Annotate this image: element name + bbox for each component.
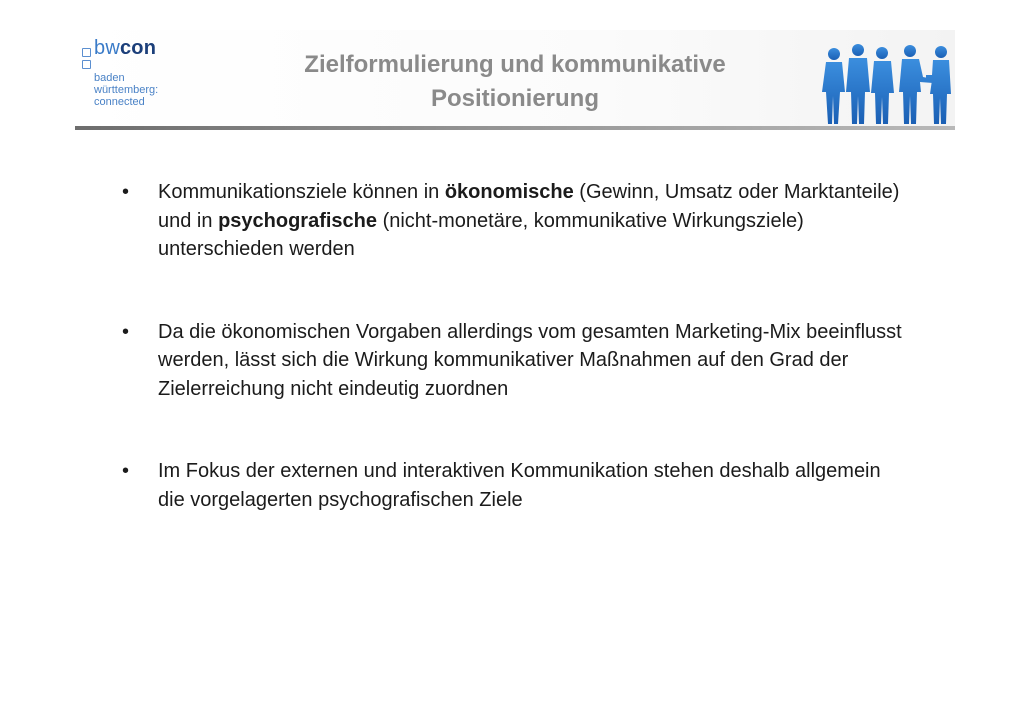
bullet-list (122, 178, 902, 514)
logo-tagline (94, 72, 158, 108)
bullet-text: Im Fokus der externen und interaktiven Kommunikation stehen deshalb allgemein die vorgelagerten psychografischen Ziele (158, 460, 881, 511)
list-item (122, 457, 902, 514)
logo-tagline-line: baden (94, 72, 125, 84)
logo-tagline-line: connected (94, 96, 145, 108)
business-people-handshake-icon (820, 42, 955, 126)
header-divider (75, 126, 955, 130)
slide-title-line2: Positionierung (431, 85, 599, 112)
list-item (122, 318, 902, 404)
bullet-marker: • (122, 320, 130, 343)
bullet-text: Kommunikationsziele können in (158, 181, 445, 203)
slide-title (180, 48, 850, 116)
logo-squares-icon (82, 48, 92, 70)
list-item (122, 178, 902, 264)
bullet-marker: • (122, 181, 130, 203)
bullet-marker: • (122, 460, 130, 482)
bullet-text: (nicht-monetäre, kommunikative Wirkungsziele) unterschieden werden (158, 209, 804, 260)
slide-title-line1: Zielformulierung und kommunikative (304, 51, 726, 78)
bullet-bold-text: ökonomische (444, 181, 574, 203)
logo-wordmark: bwcon (94, 37, 157, 59)
bullet-bold-text: psychografische (218, 209, 378, 232)
bullet-text: Da die ökonomischen Vorgaben allerdings vom gesamten Marketing-Mix beeinflusst werden, lässt sich die Wirkung kommunikativer Maßnahmen auf den Grad der Zielerreichung nicht eindeutig zuordnen (158, 320, 902, 400)
bullet-text: (Gewinn, Umsatz oder Marktanteile) und in (158, 181, 900, 232)
logo-tagline-line: württemberg: (94, 84, 159, 96)
